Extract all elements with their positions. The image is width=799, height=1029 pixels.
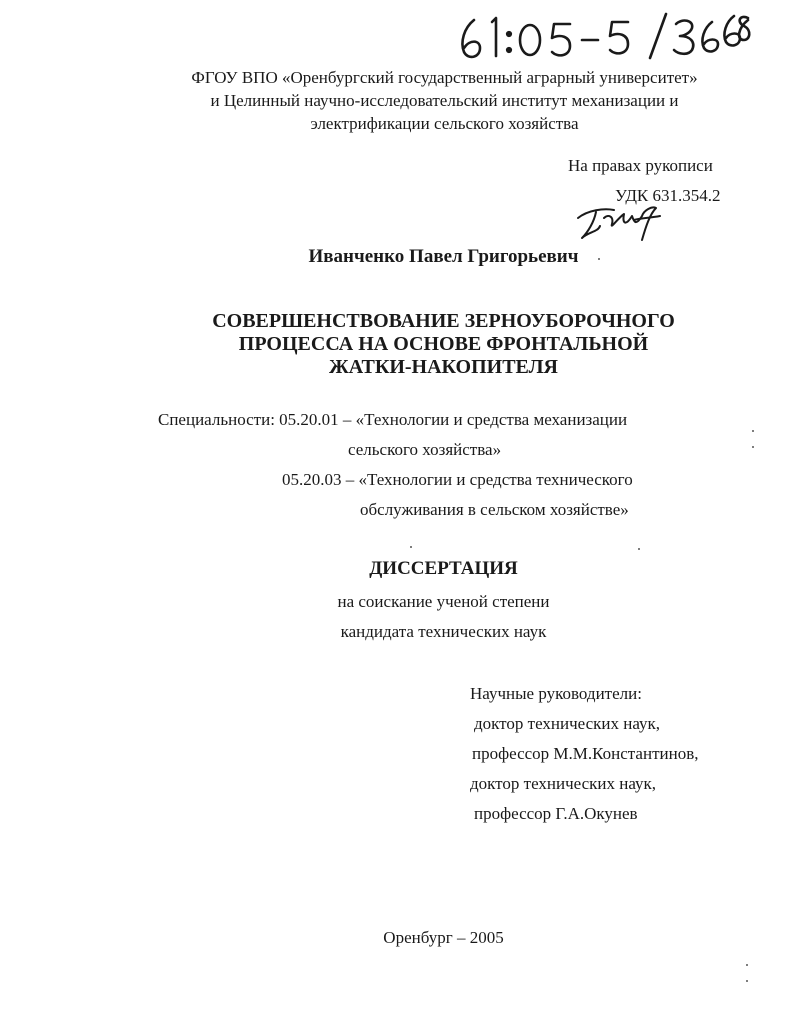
degree-line-2: кандидата технических наук <box>340 622 547 641</box>
supervisor-line: профессор Г.А.Окунев <box>474 804 638 823</box>
specialty-1-line-2: сельского хозяйства» <box>348 440 502 459</box>
title-line: ПРОЦЕССА НА ОСНОВЕ ФРОНТАЛЬНОЙ <box>238 333 649 355</box>
institution-line: электрификации сельского хозяйства <box>310 114 579 133</box>
supervisor-line: доктор технических наук, <box>470 774 657 793</box>
manuscript-rights-note: На правах рукописи <box>568 156 713 175</box>
city-year: Оренбург – 2005 <box>383 928 504 947</box>
dissertation-title <box>0 310 799 379</box>
specialty-1-line-1: Специальности: 05.20.01 – «Технологии и средства механизации <box>158 410 628 429</box>
scan-speck <box>410 546 412 548</box>
scan-speck <box>598 258 600 260</box>
specialty-2-line-2: обслуживания в сельском хозяйстве» <box>360 500 629 519</box>
udk-code: УДК 631.354.2 <box>615 186 721 205</box>
signature-icon <box>574 196 666 244</box>
supervisor-line: профессор М.М.Константинов, <box>472 744 699 763</box>
author-name: Иванченко Павел Григорьевич <box>308 246 579 267</box>
handwritten-archive-code-icon <box>452 6 752 62</box>
specialty-2-line-1: 05.20.03 – «Технологии и средства технического <box>282 470 633 489</box>
scan-speck <box>752 430 754 432</box>
institution-block <box>0 66 799 135</box>
scan-speck <box>746 980 748 982</box>
scan-speck <box>638 548 640 550</box>
title-line: ЖАТКИ-НАКОПИТЕЛЯ <box>329 356 558 378</box>
scan-speck <box>746 964 748 966</box>
institution-line: ФГОУ ВПО «Оренбургский государственный аграрный университет» <box>191 68 698 87</box>
institution-line: и Целинный научно-исследовательский институт механизации и <box>210 91 679 110</box>
supervisors-heading: Научные руководители: <box>470 684 642 703</box>
supervisor-line: доктор технических наук, <box>474 714 661 733</box>
scan-speck <box>752 446 754 448</box>
degree-line-1: на соискание ученой степени <box>337 592 550 611</box>
document-type: ДИССЕРТАЦИЯ <box>369 558 518 579</box>
title-line: СОВЕРШЕНСТВОВАНИЕ ЗЕРНОУБОРОЧНОГО <box>212 310 675 332</box>
